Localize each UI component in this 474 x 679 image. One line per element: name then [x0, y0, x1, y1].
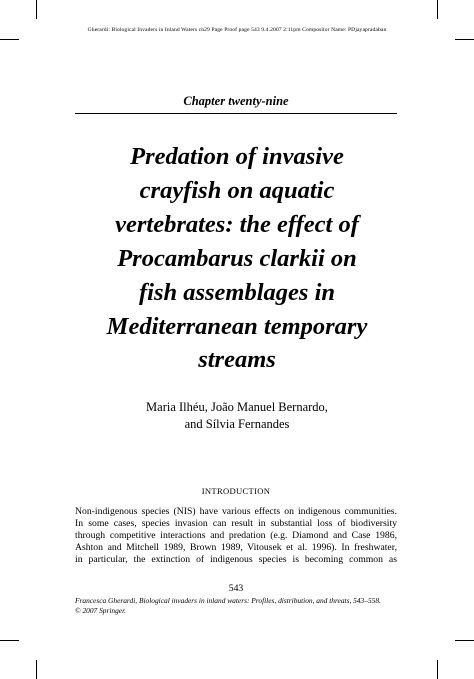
section-heading: INTRODUCTION [201, 486, 271, 496]
title-line: crayfish on aquatic [139, 176, 335, 204]
chapter-title [60, 140, 414, 377]
authors [60, 399, 414, 432]
body-paragraph [75, 506, 397, 566]
crop-mark-top-left-h [0, 39, 19, 40]
body-line: Ashton and Mitchell 1989, Brown 1989, Vitousek et al. 1996). In freshwater, [75, 541, 397, 553]
crop-mark-bottom-right-h [455, 640, 474, 641]
title-line: streams [198, 346, 276, 374]
footer-line: Francesca Gherardi, Biological invaders in inland waters: Profiles, distribution, and threats, 543–558. [75, 596, 381, 605]
title-line: Procambarus clarkii on [117, 244, 357, 272]
authors-line: Maria Ilhéu, João Manuel Bernardo, [146, 400, 328, 414]
footer-line: © 2007 Springer. [75, 605, 126, 615]
body-line: In some cases, species invasion can result in substantial loss of biodiversity [75, 517, 397, 529]
title-line: Mediterranean temporary [106, 312, 368, 340]
title-line: vertebrates: the effect of [115, 210, 359, 238]
crop-mark-top-right [437, 0, 438, 19]
chapter-rule [75, 113, 397, 114]
title-line: fish assemblages in [138, 278, 336, 306]
chapter-label: Chapter twenty-nine [183, 94, 289, 108]
crop-mark-bottom-left [36, 660, 37, 679]
body-line: through competitive interactions and predation (e.g. Diamond and Case 1986, [75, 529, 397, 541]
body-line: in particular, the extinction of indigenous species is becoming common as [75, 553, 397, 565]
crop-mark-top-left [36, 0, 37, 19]
crop-mark-top-right-h [455, 39, 474, 40]
running-head: Gherardi: Biological Invaders in Inland Waters ch29 Page Proof page 543 9.4.2007 2:11pm Compositor Name: PDjayapradaban [87, 27, 387, 33]
footer-citation [75, 596, 415, 615]
page-number: 543 [228, 583, 244, 594]
crop-mark-bottom-left-h [0, 640, 19, 641]
crop-mark-bottom-right [437, 660, 438, 679]
authors-line: and Sílvia Fernandes [184, 416, 290, 431]
title-line: Predation of invasive [130, 143, 344, 170]
body-line: Non-indigenous species (NIS) have various effects on indigenous communities. [75, 506, 397, 517]
